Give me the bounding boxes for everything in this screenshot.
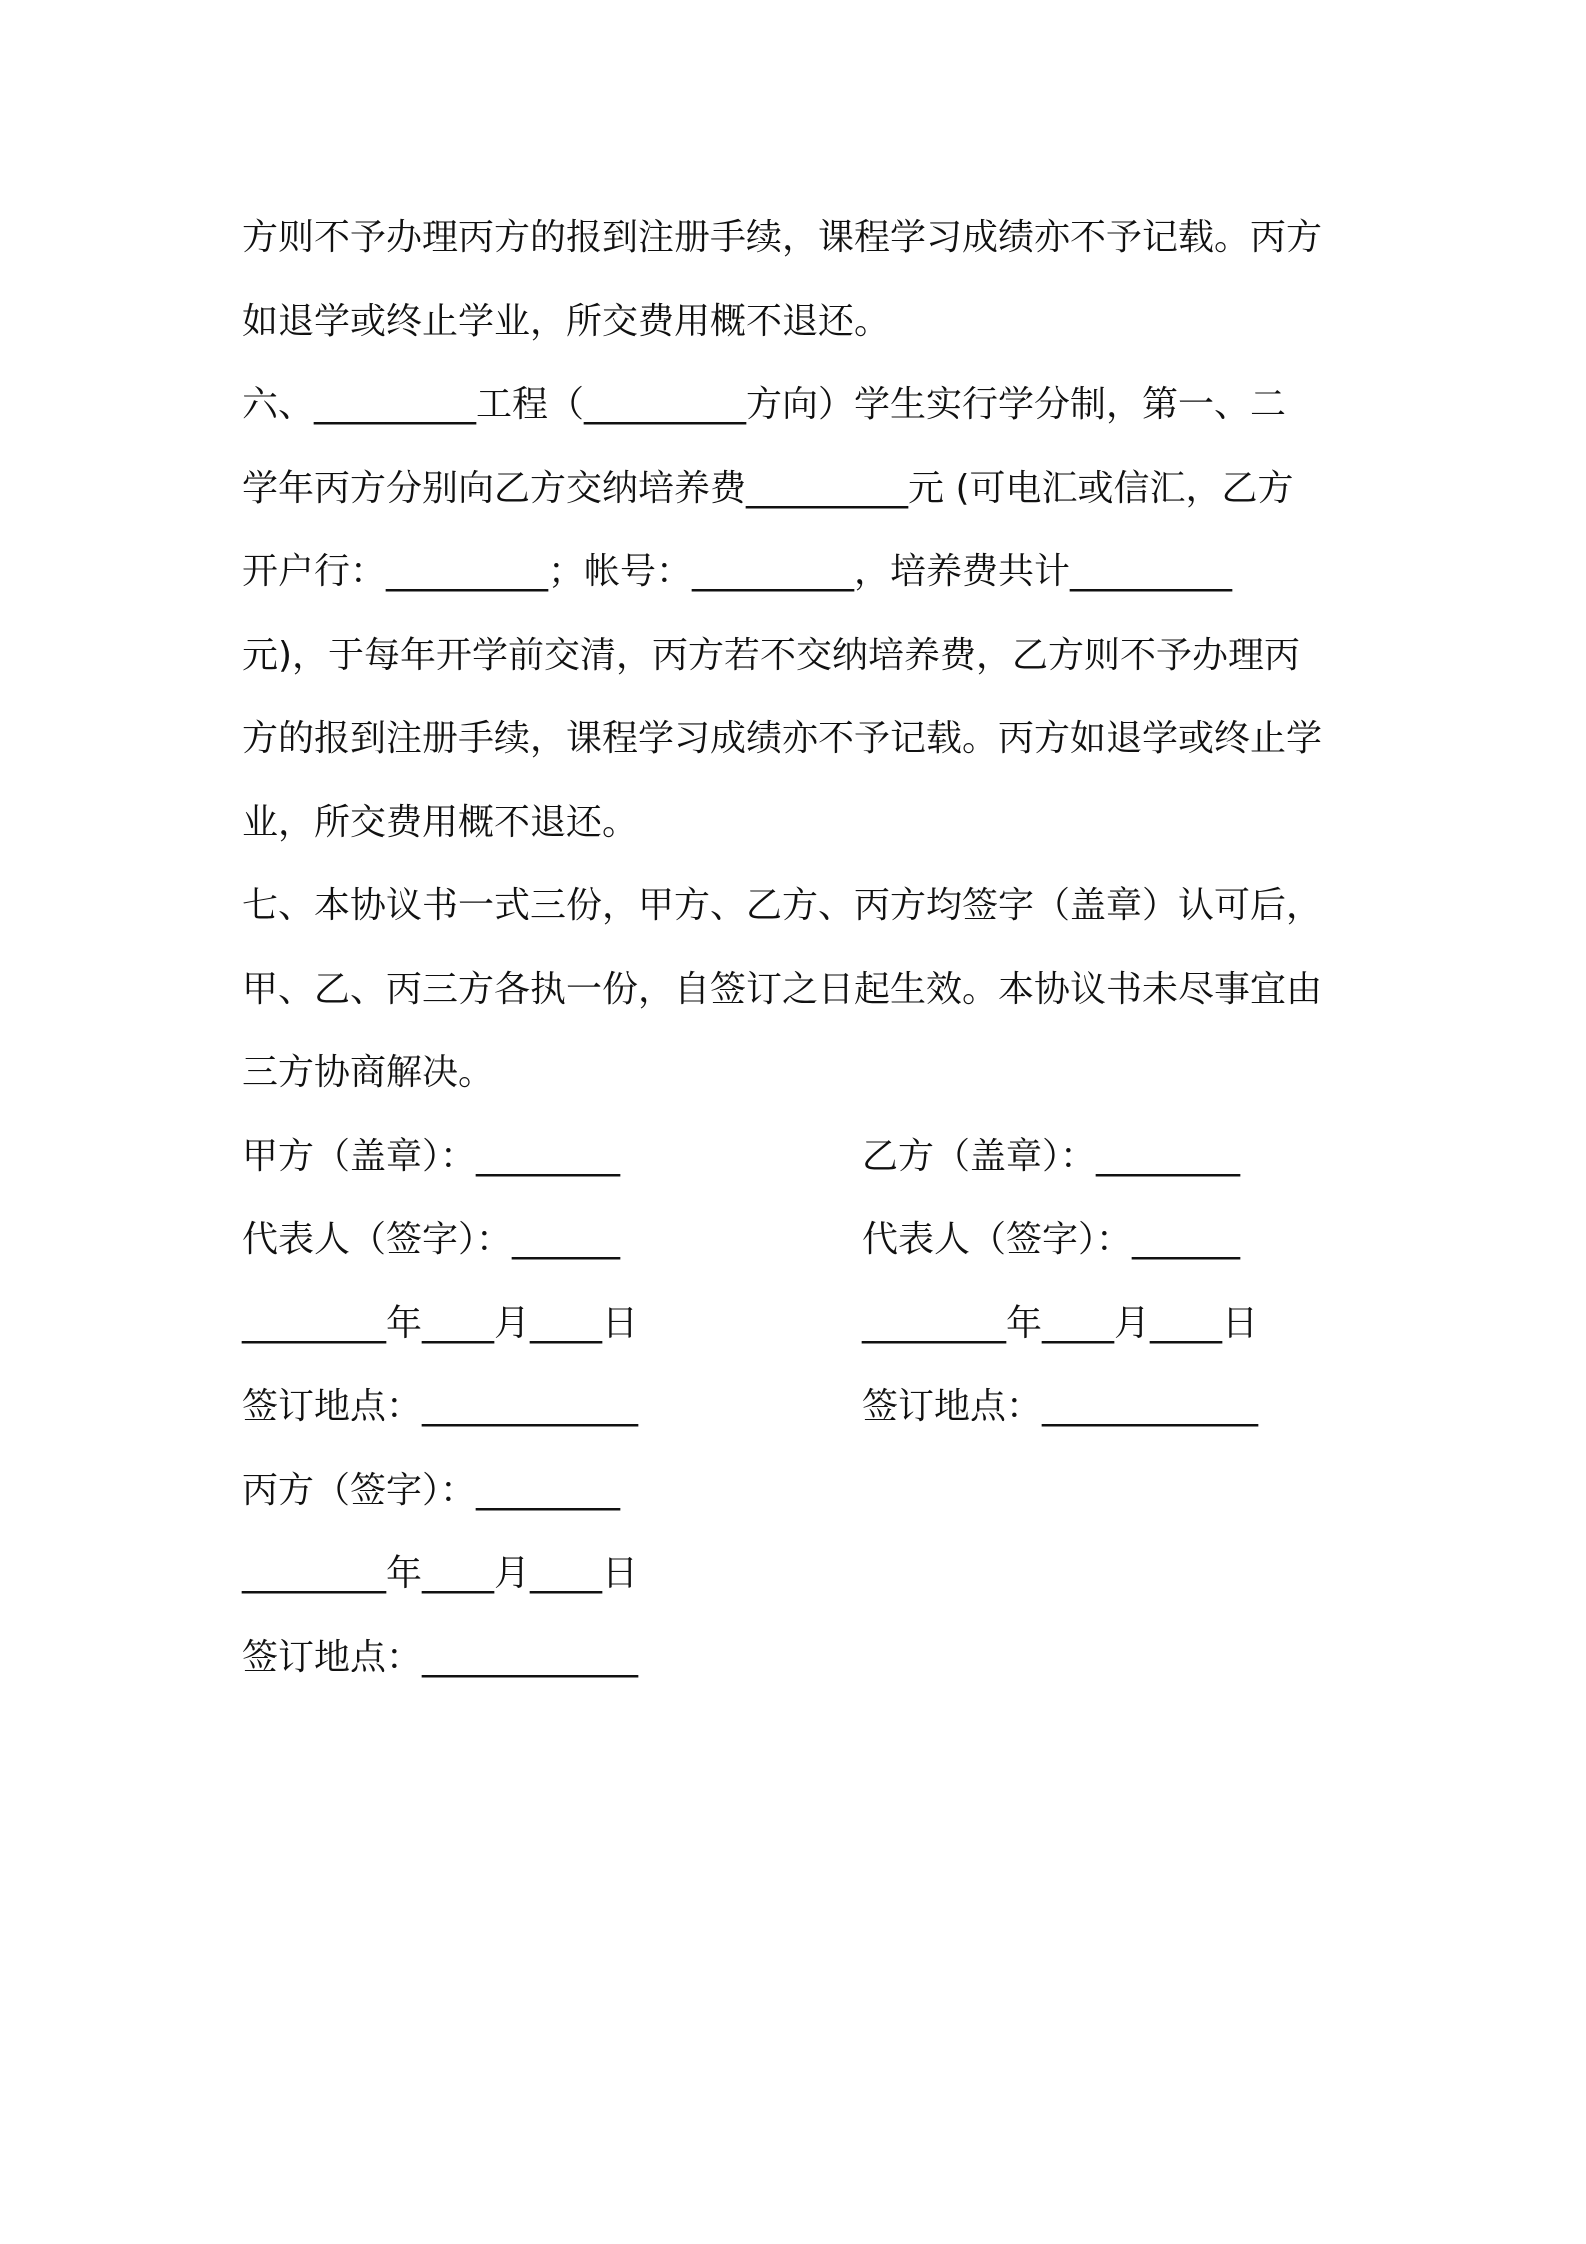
party-c-sign-field: 丙方（签字）：________ <box>242 1469 621 1511</box>
party-a-place-field: 签订地点：____________ <box>242 1386 639 1427</box>
party-c-place-field: 签订地点：____________ <box>242 1636 639 1678</box>
signature-row-representative <box>242 1198 1352 1282</box>
clause-seven-line: 七、本协议书一式三份，甲方、乙方、丙方均签字（盖章）认可后， <box>242 885 1323 926</box>
body-line: 方则不予办理丙方的报到注册手续，课程学习成绩亦不予记载。丙方 <box>242 217 1323 258</box>
body-line: 如退学或终止学业，所交费用概不退还。 <box>242 300 891 342</box>
body-line: 学年丙方分别向乙方交纳培养费_________元 (可电汇或信汇，乙方 <box>242 467 1294 509</box>
clause-six-line: 六、_________工程（_________方向）学生实行学分制，第一、二 <box>242 384 1287 425</box>
body-line: 方的报到注册手续，课程学习成绩亦不予记载。丙方如退学或终止学 <box>242 718 1323 759</box>
party-b-place-field: 签订地点：____________ <box>862 1386 1259 1427</box>
body-line: 甲、乙、丙三方各执一份，自签订之日起生效。本协议书未尽事宜由 <box>242 968 1323 1010</box>
body-line: 三方协商解决。 <box>242 1052 495 1093</box>
party-b-representative-field: 代表人（签字）：______ <box>862 1219 1241 1260</box>
party-a-date-field: ________年____月____日 <box>242 1302 638 1344</box>
party-a-representative-field: 代表人（签字）：______ <box>242 1219 621 1260</box>
signature-row-party-c-place <box>242 1616 1352 1700</box>
body-line: 业，所交费用概不退还。 <box>242 801 639 843</box>
agreement-text <box>242 196 1352 1699</box>
party-b-date-field: ________年____月____日 <box>862 1302 1258 1344</box>
signature-row-date <box>242 1282 1352 1366</box>
body-line: 元)，于每年开学前交清，丙方若不交纳培养费，乙方则不予办理丙 <box>242 634 1301 676</box>
body-line: 开户行：_________；帐号：_________，培养费共计_________ <box>242 551 1233 592</box>
party-a-seal-field: 甲方（盖章）：________ <box>242 1135 621 1177</box>
signature-row-party-c <box>242 1449 1352 1533</box>
party-c-date-field: ________年____月____日 <box>242 1553 638 1594</box>
party-b-seal-field: 乙方（盖章）：________ <box>862 1135 1241 1177</box>
signature-row-place <box>242 1365 1352 1449</box>
signature-row-party-c-date <box>242 1532 1352 1616</box>
signature-row-seal <box>242 1115 1352 1199</box>
